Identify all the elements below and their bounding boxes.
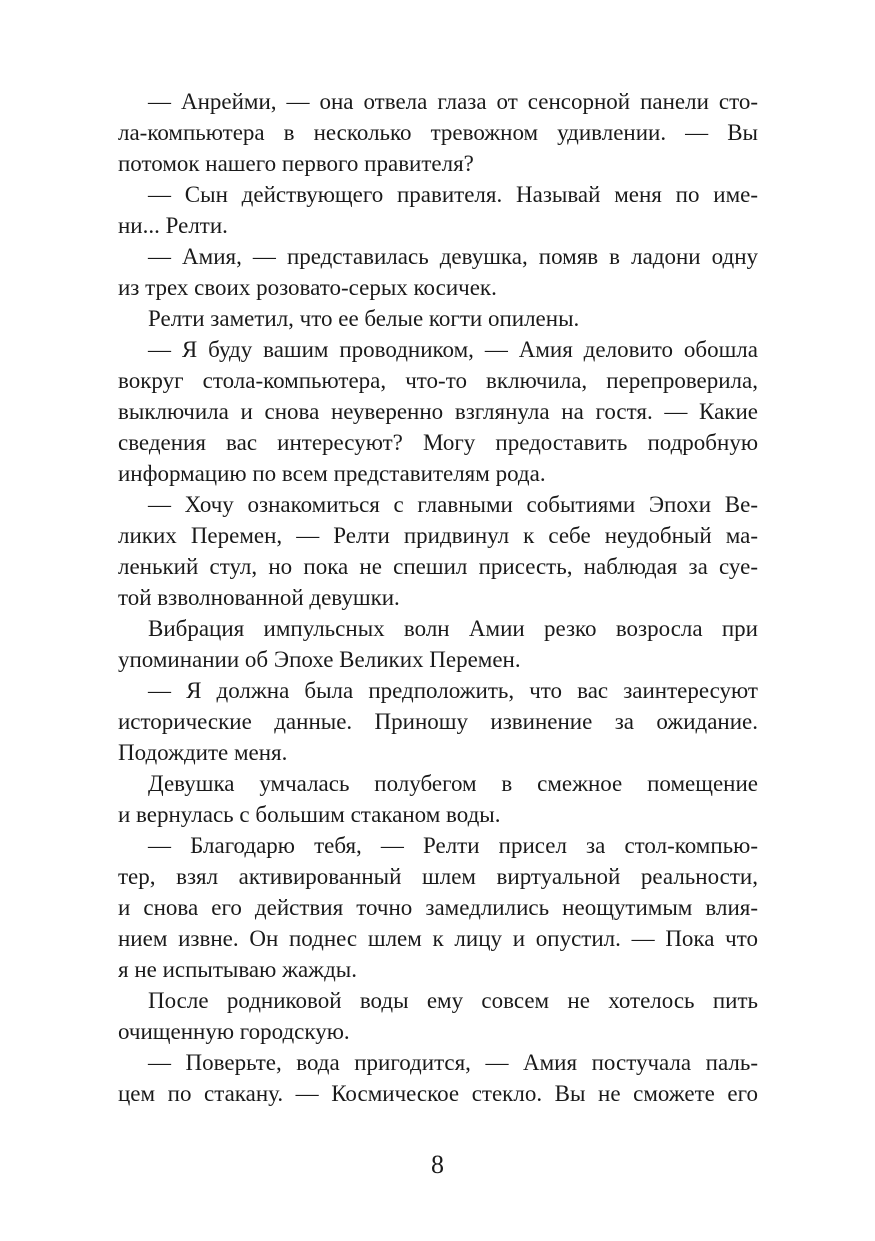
text-line: — Хочу ознакомиться с главными событиями Эпохи Ве- <box>148 492 758 517</box>
text-line: исторические данные. Приношу извинение за ожидание. <box>118 709 758 734</box>
text-line: той взволнованной девушки. <box>118 585 400 610</box>
text-line: я не испытываю жажды. <box>118 957 357 982</box>
text-line: из трех своих розовато-серых косичек. <box>118 275 497 300</box>
text-line: вокруг стола-компьютера, что-то включила, перепроверила, <box>118 368 758 393</box>
text-line: — Поверьте, вода пригодится, — Амия постучала паль- <box>148 1050 758 1075</box>
text-line: тер, взял активированный шлем виртуальной реальности, <box>118 864 758 889</box>
text-line: ленький стул, но пока не спешил присесть, наблюдая за суе- <box>118 554 758 579</box>
text-line: ни... Релти. <box>118 213 228 238</box>
text-line: ла-компьютера в несколько тревожном удивлении. — Вы <box>118 120 758 145</box>
text-line: — Я буду вашим проводником, — Амия деловито обошла <box>148 337 758 362</box>
text-line: выключила и снова неуверенно взглянула на гостя. — Какие <box>118 399 758 424</box>
text-line: Подождите меня. <box>118 740 288 765</box>
page-text <box>118 86 758 1109</box>
text-line: Девушка умчалась полубегом в смежное помещение <box>148 771 758 796</box>
text-line: потомок нашего первого правителя? <box>118 151 474 176</box>
text-line: — Я должна была предположить, что вас заинтересуют <box>148 678 758 703</box>
text-line: Вибрация импульсных волн Амии резко возросла при <box>148 616 758 641</box>
text-line: очищенную городскую. <box>118 1019 350 1044</box>
text-line: — Благодарю тебя, — Релти присел за стол-компью- <box>148 833 758 858</box>
text-line: ликих Перемен, — Релти придвинул к себе неудобный ма- <box>118 523 758 548</box>
text-line: и вернулась с большим стаканом воды. <box>118 802 501 827</box>
text-line: Релти заметил, что ее белые когти опилены. <box>148 306 580 331</box>
text-line: упоминании об Эпохе Великих Перемен. <box>118 647 521 672</box>
text-line: информацию по всем представителям рода. <box>118 461 546 486</box>
text-line: — Сын действующего правителя. Называй меня по име- <box>148 182 758 207</box>
text-line: После родниковой воды ему совсем не хотелось пить <box>148 988 758 1013</box>
text-line: сведения вас интересуют? Могу предоставить подробную <box>118 430 758 455</box>
text-line: нием извне. Он поднес шлем к лицу и опустил. — Пока что <box>118 926 758 951</box>
text-line: — Анрейми, — она отвела глаза от сенсорной панели сто- <box>148 89 758 114</box>
text-line: и снова его действия точно замедлились неощутимым влия- <box>118 895 758 920</box>
text-line: — Амия, — представилась девушка, помяв в ладони одну <box>148 244 758 269</box>
page-number: 8 <box>431 1150 444 1179</box>
text-line: цем по стакану. — Космическое стекло. Вы не сможете его <box>118 1081 758 1106</box>
